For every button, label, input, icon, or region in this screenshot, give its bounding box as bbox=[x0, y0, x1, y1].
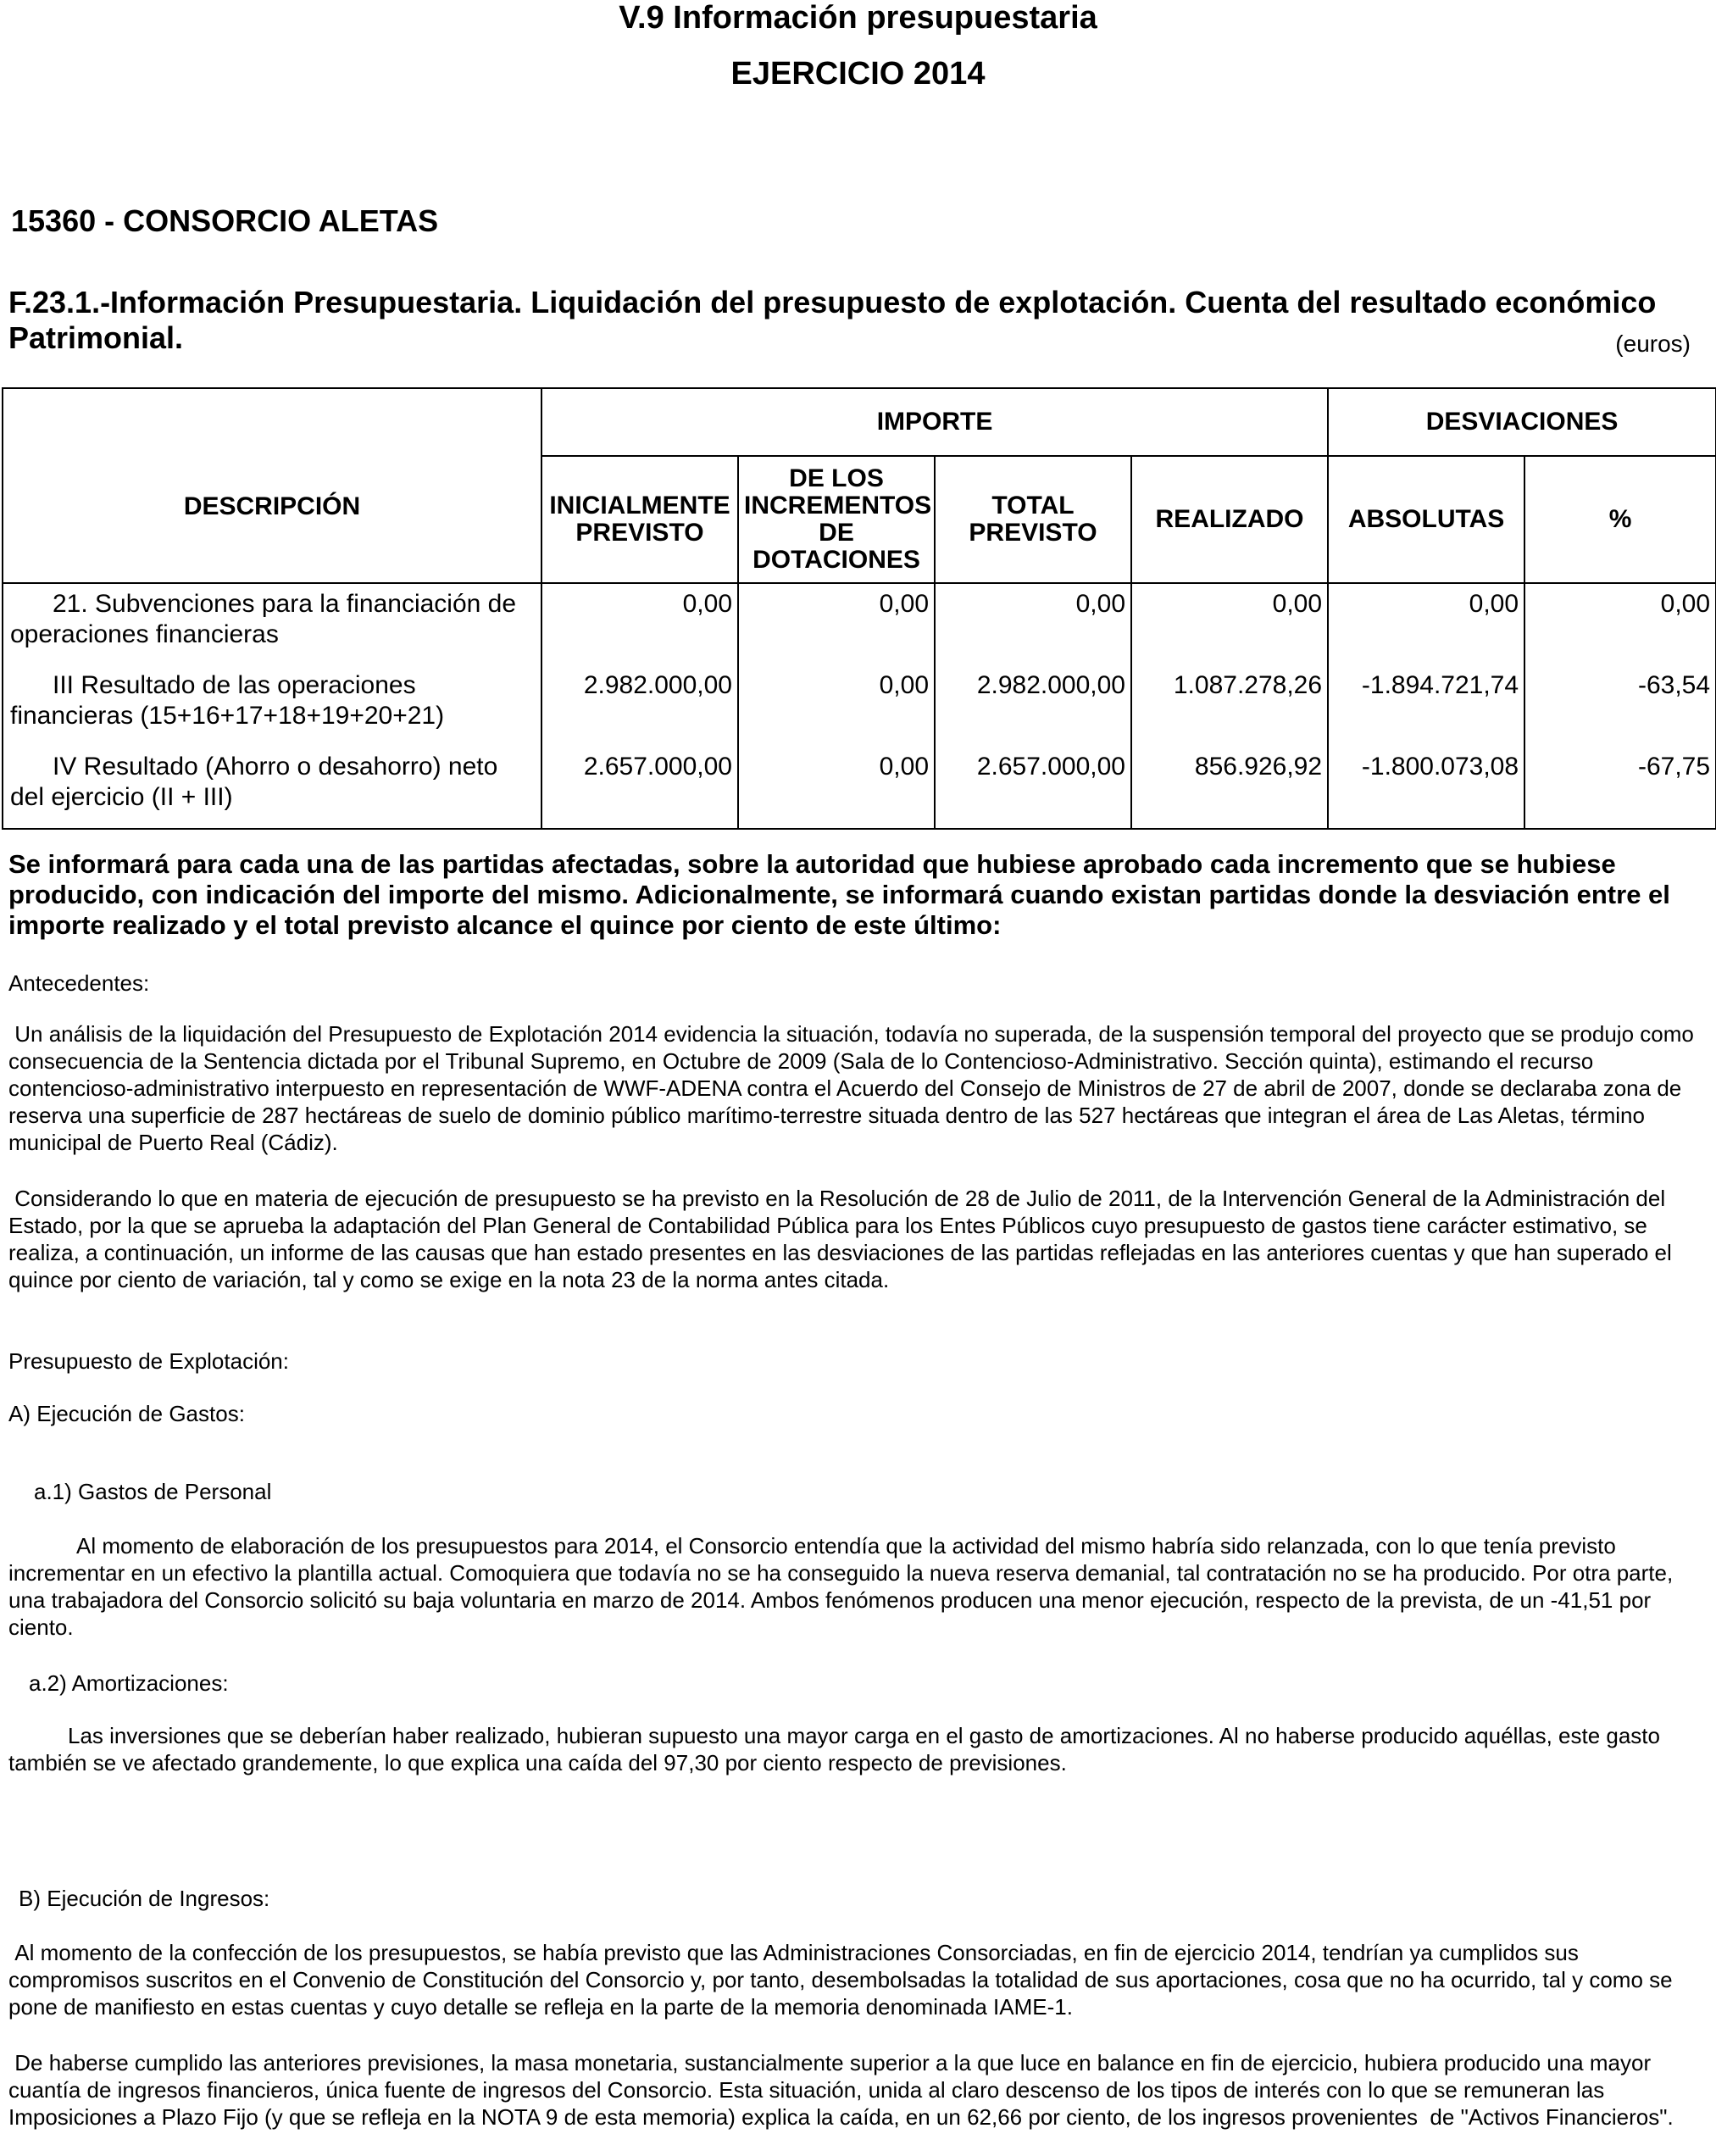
ingresos-paragraph-1: Al momento de la confección de los presupuestos, se había previsto que las Administraciones Consorciadas, en fin de ejercicio 2014, tendrían ya cumplidos sus compromisos suscritos en el Convenio de Constitución del Consorcio y, por tanto, desembolsadas la totalidad de sus aportaciones, cosa que no ha ocurrido, tal y como se pone de manifiesto en estas cuentas y cuyo detalle se refleja en la parte de la memoria denominada IAME-1. bbox=[8, 1940, 1679, 2020]
amortizaciones-label: a.2) Amortizaciones: bbox=[29, 1670, 229, 1696]
gastos-personal-text: Al momento de elaboración de los presupuestos para 2014, el Consorcio entendía que la actividad del mismo habría sido relanzada, con lo que tenía previsto incrementar en un efectivo la plantilla actual. Comoquiera que todavía no se ha conseguido la nueva reserva demanial, tal contratación no se ha producido. Por otra parte, una trabajadora del Consorcio solicitó su baja voluntaria en marzo de 2014. Ambos fenómenos producen una menor ejecución, respecto de la prevista, de un -41,51 por ciento. bbox=[8, 1533, 1674, 1640]
row-incrementos: 0,00 bbox=[738, 747, 935, 829]
notice-paragraph: Se informará para cada una de las partidas afectadas, sobre la autoridad que hubiese aprobado cada incremento que se hubiese producido, con indicación del importe del mismo. Adicionalmente, se informará cuando existan partidas donde la desviación entre el importe realizado y el total previsto alcance el quince por ciento de este último: bbox=[8, 849, 1670, 940]
exercise-year: EJERCICIO 2014 bbox=[730, 56, 986, 92]
budget-table bbox=[2, 387, 1716, 830]
antecedentes-paragraph-2: Considerando lo que en materia de ejecución de presupuesto se ha previsto en la Resolución de 28 de Julio de 2011, de la Intervención General de la Administración del Estado, por la que se aprueba la adaptación del Plan General de Contabilidad Pública para los Entes Públicos cuyo presupuesto de gastos tiene carácter estimativo, se realiza, a continuación, un informe de las causas que han estado presentes en las desviaciones de las partidas reflejadas en las anteriores cuentas y que han superado el quince por ciento de variación, tal y como se exige en la nota 23 de la norma antes citada. bbox=[8, 1186, 1679, 1292]
row-inicialmente-previsto: 0,00 bbox=[541, 583, 738, 665]
entity-title: 15360 - CONSORCIO ALETAS bbox=[11, 203, 439, 238]
antecedentes-paragraph-1: Un análisis de la liquidación del Presupuesto de Explotación 2014 evidencia la situación, todavía no superada, de la suspensión temporal del proyecto que se produjo como consecuencia de la Sentencia dictada por el Tribunal Supremo, en Octubre de 2009 (Sala de lo Contencioso-Administrativo. Sección quinta), estimando el recurso contencioso-administrativo interpuesto en representación de WWF-ADENA contra el Acuerdo del Consejo de Ministros de 27 de abril de 2007, donde se declaraba zona de reserva una superficie de 287 hectáreas de suelo de dominio público marítimo-terrestre situada dentro de las 527 hectáreas que integran el área de Las Aletas, término municipal de Puerto Real (Cádiz). bbox=[8, 1021, 1701, 1155]
amortizaciones-text: Las inversiones que se deberían haber realizado, hubieran supuesto una mayor carga en el gasto de amortizaciones. Al no haberse producido aquéllas, este gasto también se ve afectado grandemente, lo que explica una caída del 97,30 por ciento respecto de previsiones. bbox=[8, 1723, 1660, 1775]
header-realizado: REALIZADO bbox=[1131, 456, 1328, 583]
row-porcentaje: 0,00 bbox=[1524, 583, 1716, 665]
ingresos-label: B) Ejecución de Ingresos: bbox=[19, 1886, 270, 1911]
row-inicialmente-previsto: 2.982.000,00 bbox=[541, 665, 738, 747]
row-inicialmente-previsto: 2.657.000,00 bbox=[541, 747, 738, 829]
gastos-label: A) Ejecución de Gastos: bbox=[8, 1401, 245, 1426]
table-row bbox=[3, 583, 1716, 665]
header-importe: IMPORTE bbox=[541, 388, 1328, 456]
row-descripcion: III Resultado de las operaciones financieras (15+16+17+18+19+20+21) bbox=[3, 665, 541, 747]
row-absolutas: 0,00 bbox=[1328, 583, 1524, 665]
row-incrementos: 0,00 bbox=[738, 583, 935, 665]
row-total-previsto: 2.982.000,00 bbox=[935, 665, 1131, 747]
row-realizado: 0,00 bbox=[1131, 583, 1328, 665]
row-absolutas: -1.800.073,08 bbox=[1328, 747, 1524, 829]
gastos-personal-label: a.1) Gastos de Personal bbox=[34, 1479, 272, 1504]
header-desviaciones: DESVIACIONES bbox=[1328, 388, 1716, 456]
table-row bbox=[3, 747, 1716, 829]
row-incrementos: 0,00 bbox=[738, 665, 935, 747]
header-absolutas: ABSOLUTAS bbox=[1328, 456, 1524, 583]
row-porcentaje: -63,54 bbox=[1524, 665, 1716, 747]
ingresos-paragraph-2: De haberse cumplido las anteriores previsiones, la masa monetaria, sustancialmente superior a la que luce en balance en fin de ejercicio, hubiera producido una mayor cuantía de ingresos financieros, única fuente de ingresos del Consorcio. Esta situación, unida al claro descenso de los tipos de interés con lo que se remuneran las Imposiciones a Plazo Fijo (y que se refleja en la NOTA 9 de esta memoria) explica la caída, en un 62,66 por ciento, de los ingresos provenientes de "Activos Financieros". bbox=[8, 2050, 1674, 2130]
header-descripcion: DESCRIPCIÓN bbox=[3, 388, 541, 583]
presupuesto-label: Presupuesto de Explotación: bbox=[8, 1348, 289, 1374]
header-porcentaje: % bbox=[1524, 456, 1716, 583]
header-inicialmente-previsto: INICIALMENTE PREVISTO bbox=[541, 456, 738, 583]
header-total-previsto: TOTAL PREVISTO bbox=[935, 456, 1131, 583]
row-total-previsto: 0,00 bbox=[935, 583, 1131, 665]
row-absolutas: -1.894.721,74 bbox=[1328, 665, 1524, 747]
form-title: F.23.1.-Información Presupuestaria. Liquidación del presupuesto de explotación. Cuenta del resultado económico Patrimonial. bbox=[8, 285, 1657, 355]
header-incrementos: DE LOS INCREMENTOS DE DOTACIONES bbox=[738, 456, 935, 583]
row-descripcion: 21. Subvenciones para la financiación de operaciones financieras bbox=[3, 583, 541, 665]
row-descripcion: IV Resultado (Ahorro o desahorro) neto del ejercicio (II + III) bbox=[3, 747, 541, 829]
row-realizado: 1.087.278,26 bbox=[1131, 665, 1328, 747]
row-total-previsto: 2.657.000,00 bbox=[935, 747, 1131, 829]
row-porcentaje: -67,75 bbox=[1524, 747, 1716, 829]
section-title: V.9 Información presupuestaria bbox=[619, 0, 1097, 36]
table-row bbox=[3, 665, 1716, 747]
units-label: (euros) bbox=[1615, 331, 1691, 357]
row-realizado: 856.926,92 bbox=[1131, 747, 1328, 829]
antecedentes-label: Antecedentes: bbox=[8, 970, 150, 996]
